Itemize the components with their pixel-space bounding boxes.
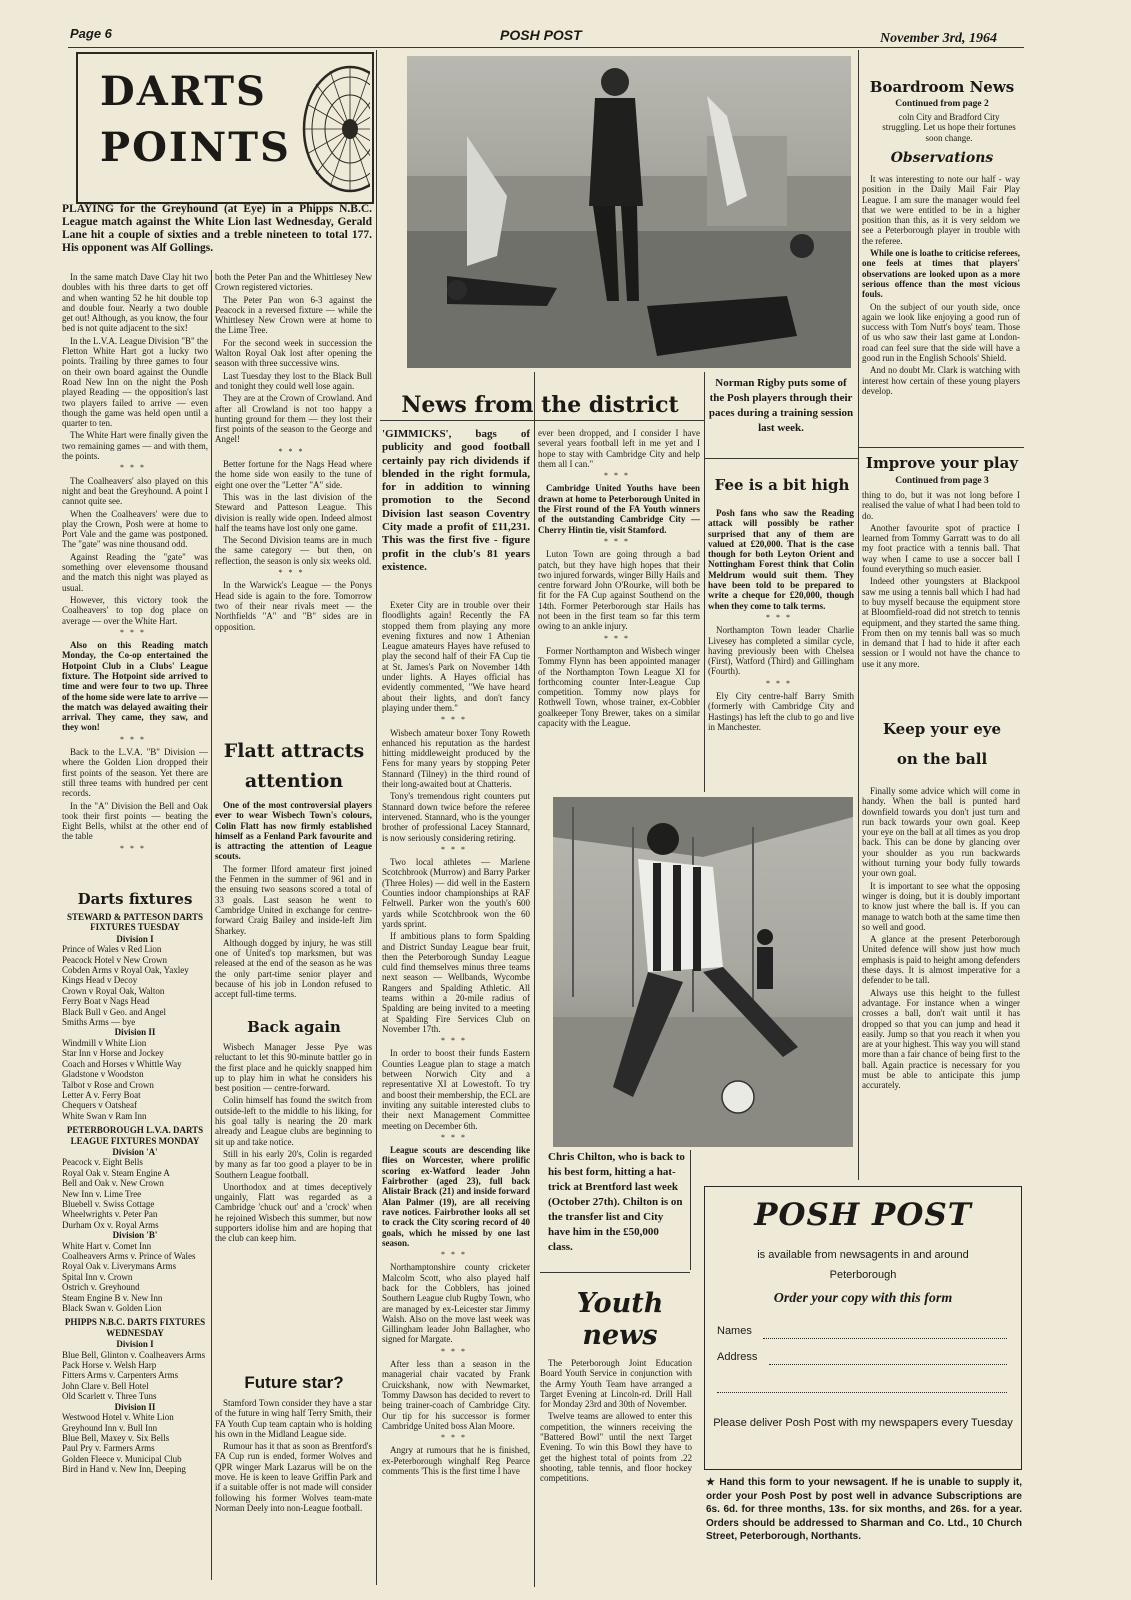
fee-headline: Fee is a bit high: [714, 476, 850, 494]
darts-para: In the same match Dave Clay hit two doubles with his three darts to get off and when wanting 52 he hit double top and double four. Nearly a two double get out! Although, as you know, the four bed is not quite adjacent to the six!: [62, 272, 208, 334]
youth-news-article: [540, 1358, 692, 1583]
separator-stars: ***: [766, 678, 796, 688]
future-star-headline: Future star?: [244, 1373, 344, 1392]
flatt-para: One of the most controversial players ever to wear Wisbech Town's colours, Colin Flatt has now firmly established himself as a Fenland Park favourite and is attracting the attention of League scouts.: [215, 800, 372, 862]
news-para: In order to boost their funds Eastern Counties League plan to stage a match between Norwich City and a representative XI at Lowestoft. To try and boost their membership, the ECL are inviting any suitable interested clubs to their next Management Committee meeting on December 6th.: [382, 1048, 530, 1131]
keep-eye-para: Always use this height to the fullest advantage. For instance when a winger crosses a ball, don't wait until it has dropped so that you can jump and head it easily. Jump so that you reach it when you are at your highest. This way you will stand more than a fair chance of being first to the ball. Again practice is necessary for you must be able to anticipate this jump accurately.: [862, 987, 1020, 1091]
fee-para: Northampton Town leader Charlie Livesey has completed a similar cycle, having previously been with Chelsea (First), Watford (Third) and Gillingham (Fourth).: [708, 625, 854, 677]
fixture-line: Smiths Arms — bye: [62, 1017, 136, 1028]
fee-lead: Posh fans who saw the Reading attack will possibly be rather surprised that any of them are valued at £20,000. That is the case though for both Leyton Orient and Nottingham Forest think that Colin Meldrum would suit them. They have been told to be prepared to write a cheque for £20,000, though when they come to talk terms.: [708, 508, 854, 611]
darts-para: The Second Division teams are in much the same category — but then, on reflection, the season is only six weeks old.: [215, 535, 372, 566]
separator-stars: ***: [278, 446, 309, 456]
issue-date: November 3rd, 1964: [880, 31, 998, 46]
darts-para: In the "A" Division the Bell and Oak took their first points — beating the Eight Bells, whilst at the other end of the table: [62, 800, 208, 842]
news-para: Angry at rumours that he is finished, ex-Peterborough winghalf Reg Pearce comments 'This is the first time I have: [382, 1445, 530, 1477]
news-lead: 'GIMMICKS', bags of publicity and good football certainly pay rich dividends if blended in the right formula, for in addition to winning promotion to the Second Division last season Coventry City made a profit of £11,231. This was the first five - figure profit in the club's 81 years existence.: [382, 428, 530, 573]
separator-stars: ***: [441, 1250, 471, 1260]
youth-para: The Peterborough Joint Education Board Youth Service in conjunction with the Army Youth Team have arranged a Target Evening at Lincoln-rd. Drill Hall for Monday 23rd and 30th of November.: [540, 1358, 692, 1410]
darts-column-2: [215, 272, 372, 712]
fixture-line: Greyhound Inn v. Bull Inn: [62, 1422, 158, 1433]
separator-stars: ***: [441, 715, 471, 725]
darts-para: Last Tuesday they lost to the Black Bull and tonight they could well lose again.: [215, 370, 372, 391]
darts-lead: PLAYING for the Greyhound (at Eye) in a Phipps N.B.C. League match against the White Lion last Wednesday, Gerald Lane hit a couple of sixties and a treble nineteen to total 177. His opponent was Alf Gollings.: [62, 203, 372, 254]
dartboard-icon: [296, 62, 370, 196]
fixtures-list: [62, 912, 208, 1584]
fixtures-division: Division II: [114, 1027, 156, 1038]
darts-para: Back to the L.V.A. "B" Division — where the Golden Lion dropped their first points of the season. Yet there are still three teams with hundred per cent records.: [62, 747, 208, 799]
training-photo-image: [407, 56, 851, 368]
fixture-line: Ostrich v. Greyhound: [62, 1282, 140, 1293]
order-form-title: POSH POST: [754, 1197, 972, 1233]
separator-stars: ***: [441, 1036, 471, 1046]
fixture-line: Letter A v. Ferry Boat: [62, 1089, 141, 1100]
fixture-line: Black Bull v Geo. and Angel: [62, 1006, 166, 1017]
fixtures-division: Division 'A': [112, 1146, 158, 1157]
news-para: Exeter City are in trouble over their floodlights again! Recently the FA stopped them from playing any more evening fixtures and now 1 Athenian League amateurs Hayes have refused to play the second half of their FA Cup tie at St. James's Park on November 14th under lights. A Hayes official has evidently commented, "We have heard about their lights, and don't fancy playing under them.": [382, 600, 530, 713]
fixture-line: Kings Head v Decoy: [62, 975, 138, 986]
darts-column-1: [62, 272, 208, 884]
fixture-line: Gladstone v Woodston: [62, 1069, 144, 1080]
separator-stars: ***: [604, 536, 634, 546]
fixture-line: Old Scarlett v. Three Tuns: [62, 1391, 157, 1402]
darts-para: Better fortune for the Nags Head where the home side won easily to the tune of eight one over the "Letter "A" side.: [215, 459, 372, 490]
star-icon: ★: [706, 1477, 720, 1488]
news-para: Wisbech amateur boxer Tony Roweth enhanced his reputation as the hardest hitting middleweight produced by the Fens for many years by stopping Peter Stannard (Tilney) in the third round of their long-awaited bout at Chatteris.: [382, 727, 530, 790]
fixtures-section-heading: PETERBOROUGH L.V.A. DARTS LEAGUE FIXTURES MONDAY: [66, 1125, 204, 1146]
fixture-line: White Swan v Ram Inn: [62, 1110, 147, 1121]
column-rule: [376, 50, 377, 1585]
fixture-line: Bluebell v. Swiss Cottage: [62, 1198, 155, 1209]
separator-stars: ***: [604, 471, 634, 481]
improve-para: Indeed other youngsters at Blackpool saw me using a tennis ball which I had had to buy myself because the equipment store at Bloomfield-road did not stretch to tennis equipment, and they started the same thing. From then on my tennis ball was so much in demand that I had to hide it after each session or I would not have the chance to use it any more.: [862, 576, 1020, 669]
fixture-line: New Inn v. Lime Tree: [62, 1188, 142, 1199]
fixture-line: Spital Inn v. Crown: [62, 1271, 133, 1282]
fixtures-title: Darts fixtures: [77, 890, 193, 908]
fixture-line: Golden Fleece v. Municipal Club: [62, 1453, 182, 1464]
youth-para: Twelve teams are allowed to enter this competition, the winners receiving the "Battered Bowl" until the next Target Evening. To win this Bowl they have to get the highest total of points from .22 shooting, table tennis, and floor hockey competitions.: [540, 1411, 692, 1484]
order-form-note: [706, 1476, 1022, 1544]
separator-stars: ***: [441, 1433, 471, 1443]
separator-stars: ***: [441, 1132, 471, 1142]
order-form-delivery: Please deliver Posh Post with my newspapers every Tuesday: [713, 1417, 1013, 1429]
future-star-article: [215, 1398, 372, 1583]
youth-news-headline-line2: news: [582, 1320, 658, 1351]
news-column-2: [538, 428, 700, 788]
back-again-headline: Back again: [247, 1018, 341, 1036]
separator-stars: ***: [441, 1346, 471, 1356]
news-para: Northamptonshire county cricketer Malcolm Scott, who also played half back for the Cobblers, has joined Southern League club Rugby Town, who are managed by ex-Leicester star Jimmy Walsh. Also on the move last week was Gillingham leader John Ballagher, who signed for Margate.: [382, 1262, 530, 1345]
back-again-article: [215, 1042, 372, 1342]
fixture-line: Talbot v Rose and Crown: [62, 1079, 154, 1090]
back-again-para: Unorthodox and at times deceptively ungainly, Flatt was regarded as a Cambridge 'chuck out' and a 'crock' when he rejoined Wisbech this summer, but now supporters idolise him and are hoping that the club can keep him.: [215, 1181, 372, 1244]
flatt-headline: [214, 736, 374, 796]
fee-para: Ely City centre-half Barry Smith (formerly with Cambridge City and Hastings) has left the club to go and live in Manchester.: [708, 691, 854, 732]
improve-para: Another favourite spot of practice I learned from Tommy Garratt was to do all my foot practice with a tennis ball. That way when I came to use a soccer ball I found everything so much easier.: [862, 522, 1020, 575]
observations-headline: Observations: [890, 150, 994, 166]
column-rule: [534, 372, 535, 1587]
improve-continued: Continued from page 3: [895, 476, 989, 486]
boardroom-headline: Boardroom News: [869, 78, 1015, 96]
keep-eye-headline: [862, 714, 1022, 774]
order-form-availability: is available from newsagents in and around: [757, 1249, 969, 1261]
fixture-line: Paul Pry v. Farmers Arms: [62, 1443, 155, 1454]
fixture-line: Ferry Boat v Nags Head: [62, 996, 150, 1007]
future-star-para: Stamford Town consider they have a star of the future in wing half Terry Smith, their FA Youth Cup team captain who is holding his own in the Midland League side.: [215, 1398, 372, 1439]
fixture-line: Chequers v Oatsheaf: [62, 1100, 137, 1111]
darts-para: However, this victory took the Coalheavers' to top dog place on average — over the White Hart.: [62, 594, 208, 626]
header-rule: [68, 47, 1024, 48]
news-para: ever been dropped, and I consider I have several years football left in me yet and I hope to stay with Cambridge City and help them all I can.": [538, 428, 700, 469]
flatt-para: The former Ilford amateur first joined the Fenmen in the summer of 961 and in the ensuing two seasons scored a total of 33 goals. Last season he went to Cambridge United in exchange for centre-forward Craig Bailey and inside-left Jim Sharkey.: [215, 863, 372, 936]
training-photo-caption: Norman Rigby puts some of the Posh players through their paces during a training session last week.: [708, 377, 854, 434]
darts-para: In the Warwick's League — the Ponys Head side is again to the fore. Tomorrow two of their near rivals meet — the Northfields "A" and "B" sides are in opposition.: [215, 580, 372, 632]
news-rule: [380, 420, 704, 421]
fixture-line: John Clare v. Bell Hotel: [62, 1380, 149, 1391]
youth-news-headline: [560, 1288, 680, 1352]
names-label: Names: [717, 1325, 752, 1337]
fixture-line: Star Inn v Horse and Jockey: [62, 1048, 164, 1059]
news-para: If ambitious plans to form Spalding and District Sunday League bear fruit, then the Peterborough Sunday League culd find themselves minus three teams next season — Wellbands, Wycombe Rangers and Spalding Athletic. All teams within a 20-mile radius of Spalding are being invited to a meeting at Spalding Fire Services Club on November 17th.: [382, 931, 530, 1034]
news-para: After less than a season in the managerial chair vacated by Frank Cruickshank, now with Newmarket, Tommy Dawson has decided to revert to being trainer-coach of Cambridge City. Our tip for his successor is former Cambridge United boss Alan Moore.: [382, 1359, 530, 1431]
darts-para: In the L.V.A. League Division "B" the Fletton White Hart got a lucky two points. Trailing by three games to four on their own board against the Oundle Road New Inn on the night the Posh played Reading — the opposition's last two players failed to arrive — even though the game was held open until a quarter to ten.: [62, 335, 208, 429]
darts-para: When the Coalheavers' were due to play the Crown, Posh were at home to Port Vale and the game was postponed. The "gate" was nine thousand odd.: [62, 508, 208, 550]
news-headline: News from the district: [401, 392, 679, 418]
keep-eye-headline-line2: on the ball: [896, 750, 988, 768]
news-para: Two local athletes — Marlene Scotchbrook (Murrow) and Barry Parker (Three Holes) — did well in the Eastern Counties indoor championships at RAF Feltwell. Parker won the youth's 600 yards while Scotchbrook won the 60 yards sprint.: [382, 857, 530, 929]
separator-stars: ***: [120, 463, 150, 473]
fixture-line: Durham Ox v. Royal Arms: [62, 1219, 159, 1230]
darts-para: The White Hart were finally given the two remaining games — and with them, the points.: [62, 430, 208, 462]
flatt-para: Although dogged by injury, he was still one of United's top marksmen, but was released at the end of the season as he was the only part-time senior player and because of his job in London refused to accept full-time terms.: [215, 937, 372, 1000]
column-rule: [704, 372, 705, 792]
order-form: [704, 1186, 1022, 1470]
fixtures-division: Division II: [114, 1401, 156, 1412]
fixture-line: Black Swan v. Golden Lion: [62, 1303, 162, 1314]
observations-article: [862, 174, 1020, 444]
fixture-line: Blue Bell, Glinton v. Coalheavers Arms: [62, 1349, 206, 1360]
darts-para: Against Reading the "gate" was something over elevensome thousand and the match this night was played as usual.: [62, 551, 208, 593]
order-form-town: Peterborough: [829, 1269, 897, 1281]
observations-para: On the subject of our youth side, once again we look like enjoying a good run of success with Tom Nutt's boys' team. Those of us who saw their last game at London-road can feel sure that the side will have a good run in the English Schools' Shield.: [862, 301, 1020, 364]
chilton-photo: [553, 797, 853, 1147]
darts-title-line1: DARTS: [100, 68, 267, 115]
darts-title-line2: POINTS: [100, 124, 291, 171]
darts-title-box: [76, 52, 374, 204]
flatt-article: [215, 800, 372, 1015]
flatt-headline-line1: Flatt attracts: [223, 740, 365, 762]
fee-article: [708, 508, 854, 793]
fixture-line: Westwood Hotel v. White Lion: [62, 1412, 174, 1423]
observations-para: It was interesting to note our half - way position in the Daily Mail Fair Play League. I am sure the manager would feel that we were entitled to be in a higher position than this, as it is very seldom we see a Peterborough player in trouble with the referee.: [862, 174, 1020, 246]
news-para: League scouts are descending like flies on Worcester, where prolific scoring ex-Watford leader John Fairbrother (aged 23), full back Alistair Brack (21) and inside forward Alan Palmer (19), are all receiving rave notices. Fairbrother looks all set to crack the City scoring record of 40 goals, which he missed by one last season.: [382, 1145, 530, 1248]
keep-eye-para: It is important to see what the opposing winger is doing, but it is doubly important to know just where the ball is. If you can manage to watch both at the same time then so well and good.: [862, 880, 1020, 932]
boardroom-text: coln City and Bradford City struggling. Let us hope their fortunes soon change.: [882, 112, 1016, 143]
news-para: Tony's tremendous right counters put Stannard down twice before the referee intervened. Stannard, who is the younger brother of professional Lacey Stannard, is now seriously considering retiring.: [382, 791, 530, 843]
address-label: Address: [717, 1351, 758, 1363]
fixture-line: Crown v Royal Oak, Walton: [62, 985, 165, 996]
keep-eye-para: A glance at the present Peterborough United defence will show just how much emphasis is paid to height among defenders these days. It is almost imperative for a defender to be tall.: [862, 934, 1020, 986]
separator-stars: ***: [120, 734, 150, 744]
fixture-line: Fitters Arms v. Carpenters Arms: [62, 1370, 179, 1381]
names-field[interactable]: [763, 1337, 1007, 1339]
column-rule: [858, 50, 859, 1180]
fixture-line: Peacock Hotel v New Crown: [62, 954, 167, 965]
fixtures-section-heading: PHIPPS N.B.C. DARTS FIXTURES WEDNESDAY: [64, 1317, 206, 1338]
address-field[interactable]: [769, 1363, 1007, 1365]
darts-para: Also on this Reading match Monday, the Co-op entertained the Hotpoint Club in a Clubs' League fixture. The Hotpoint side arrived to time and were four to two up. Three of the home side were late to arrive — the match was delayed awaiting their arrival. They came, they saw, and they won!: [62, 640, 208, 733]
address-field-line2[interactable]: [717, 1391, 1007, 1393]
darts-para: The Coalheavers' also played on this night and beat the Greyhound. A point I cannot quite see.: [62, 475, 208, 507]
fixture-line: Royal Oak v. Steam Engine A: [62, 1167, 170, 1178]
fixture-line: Blue Bell, Maxey v. Six Bells: [62, 1432, 170, 1443]
masthead: POSH POST: [500, 27, 582, 43]
caption-box-rule: [690, 1150, 691, 1270]
keep-eye-para: Finally some advice which will come in handy. When the ball is punted hard downfield towards you don't just turn and run back towards your own goal. Keep your eye on the ball at all times as you drop back. This can be done by glancing over your shoulder as you run backwards without turning your body fully towards your own goal.: [862, 786, 1020, 879]
caption-rule: [704, 458, 858, 459]
darts-para: For the second week in succession the Walton Royal Oak lost after opening the season with three successive wins.: [215, 337, 372, 369]
fixture-line: Bell and Oak v. New Crown: [62, 1178, 164, 1189]
darts-para: both the Peter Pan and the Whittlesey New Crown registered victories.: [215, 272, 372, 293]
training-photo: [407, 56, 851, 368]
fixture-line: White Hart v. Comet Inn: [62, 1240, 152, 1251]
separator-stars: ***: [766, 612, 796, 622]
fixtures-division: Division 'B': [112, 1230, 158, 1241]
fixture-line: Peacock v. Eight Bells: [62, 1157, 143, 1168]
section-rule: [858, 447, 1024, 448]
improve-headline: Improve your play: [865, 454, 1019, 472]
fixture-line: Coach and Horses v Whittle Way: [62, 1058, 182, 1069]
future-star-para: Rumour has it that as soon as Brentford's FA Cup run is ended, former Wolves and QPR winger Mark Lazarus will be on the move. He is keen to leave Griffin Park and if a suitable offer is not made will consider following his former Wolves team-mate Norman Deely into non-League football.: [215, 1441, 372, 1513]
separator-stars: ***: [278, 568, 309, 578]
boardroom-continued: Continued from page 2: [895, 99, 989, 109]
fixtures-section-heading: STEWARD & PATTESON DARTS FIXTURES TUESDAY: [66, 912, 204, 933]
darts-para: They are at the Crown of Crowland. And after all Crowland is not too happy a hunting ground for them — they lost their first points of the season to the George and Angel!: [215, 393, 372, 445]
fixture-line: Bird in Hand v. New Inn, Deeping: [62, 1464, 186, 1475]
news-para: Former Northampton and Wisbech winger Tommy Flynn has been appointed manager of the Northampton Town League XI for forthcoming counter Inter-League Cup competition. Tommy now plays for Rothwell Town, whose trainer, ex-Cobbler goalkeeper Tony Brewer, takes on a similar capacity with the League.: [538, 645, 700, 729]
flatt-headline-line2: attention: [244, 770, 344, 792]
caption-box-rule: [540, 1272, 690, 1273]
back-again-para: Colin himself has found the switch from outside-left to the middle to his liking, for his goal tally is nearing the 20 mark already and League clubs are beginning to sit up and take notice.: [215, 1095, 372, 1147]
fixture-line: Coalheavers Arms v. Prince of Wales: [62, 1251, 196, 1261]
improve-article: [862, 490, 1020, 705]
keep-eye-headline-line1: Keep your eye: [882, 720, 1002, 738]
news-column-1: [382, 600, 530, 1585]
fixture-line: Royal Oak v. Liverymans Arms: [62, 1261, 177, 1272]
darts-para: The Peter Pan won 6-3 against the Peacock in a reversed fixture — while the Whittlesey New Crown were at home to the Lime Tree.: [215, 294, 372, 336]
fixture-line: Prince of Wales v Red Lion: [62, 944, 162, 955]
order-form-instruction: Order your copy with this form: [773, 1291, 953, 1306]
separator-stars: ***: [441, 844, 471, 854]
fixtures-division: Division I: [116, 933, 154, 944]
youth-news-headline-line1: Youth: [576, 1288, 664, 1319]
improve-para: thing to do, but it was not long before I realised the value of what I had been told to do.: [862, 490, 1020, 521]
fixtures-division: Division I: [116, 1339, 154, 1350]
separator-stars: ***: [120, 627, 150, 637]
page-number: Page 6: [70, 26, 112, 41]
column-rule: [211, 270, 212, 1580]
separator-stars: ***: [120, 843, 150, 853]
fixture-line: Pack Horse v. Welsh Harp: [62, 1360, 157, 1371]
observations-para: And no doubt Mr. Clark is watching with interest how certain of these young players develop.: [862, 365, 1020, 396]
chilton-photo-image: [553, 797, 853, 1147]
separator-stars: ***: [604, 633, 634, 643]
darts-para: This was in the last division of the Steward and Patteson League. This division is really wide open. Indeed almost half the teams have lost only one game.: [215, 491, 372, 533]
fixture-line: Wheelwrights v. Peter Pan: [62, 1209, 158, 1220]
fixture-line: Cobden Arms v Royal Oak, Yaxley: [62, 965, 189, 976]
news-para: Luton Town are going through a bad patch, but they have high hopes that their two injured forwards, winger Billy Hails and centre forward John O'Rourke, will both be fit for the FA Cup against Southend on the 14th. Former Peterborough star Hails has not been in the first team so far this term owing to an ankle injury.: [538, 549, 700, 632]
order-form-note-text: Hand this form to your newsagent. If he is unable to supply it, order your Posh Post by post well in advance Subscriptions are 6s. 6d. for three months, 13s. for six months, and 26s. for a year. Orders should be addressed to Sharman and Co. Ltd., 10 Church Street, Peterborough, Northants.: [706, 1477, 1022, 1542]
fixture-line: Windmill v White Lion: [62, 1037, 147, 1048]
observations-para: While one is loathe to criticise referees, one feels at times that players' observations are looked upon as a more serious offence than the most vicious fouls.: [862, 248, 1020, 300]
news-para: Cambridge United Youths have been drawn at home to Peterborough United in the First round of the FA Youth winners of the outstanding Cambridge City — Cherry Hintin tie, visit Stamford.: [538, 483, 700, 535]
fixture-line: Steam Engine B v. New Inn: [62, 1292, 163, 1303]
back-again-para: Wisbech Manager Jesse Pye was reluctant to let this 90-minute battler go in the first place and he quickly snapped him up to play him in what he considers his best position — centre-forward.: [215, 1042, 372, 1094]
back-again-para: Still in his early 20's, Colin is regarded by many as far too good a player to be in Southern League football.: [215, 1148, 372, 1180]
chilton-photo-caption: Chris Chilton, who is back to his best form, hitting a hat-trick at Brentford last week (October 27th). Chilton is on the transfer list and City have him in the £50,000 class.: [548, 1151, 685, 1253]
keep-eye-article: [862, 786, 1020, 1176]
